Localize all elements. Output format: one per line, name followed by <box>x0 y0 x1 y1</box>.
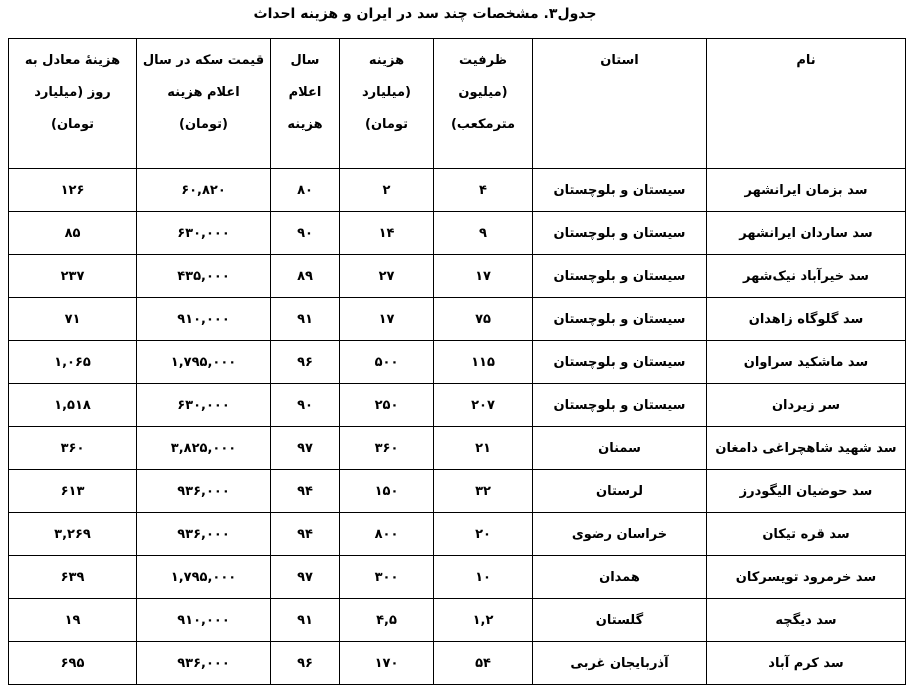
cell-year: ۹۰ <box>271 212 340 255</box>
table-row <box>9 212 906 255</box>
header-coin-price: قیمت سکه در سال اعلام هزینه (تومان) <box>137 39 271 169</box>
cell-today-cost: ۱,۵۱۸ <box>9 384 137 427</box>
cell-capacity: ۱۰ <box>434 556 533 599</box>
cell-capacity: ۴ <box>434 169 533 212</box>
cell-today-cost: ۶۳۹ <box>9 556 137 599</box>
cell-cost: ۱۵۰ <box>340 470 434 513</box>
cell-year: ۹۷ <box>271 556 340 599</box>
cell-name: سد کرم آباد <box>707 642 906 685</box>
header-today-cost: هزینهٔ معادل به روز (میلیارد تومان) <box>9 39 137 169</box>
cell-today-cost: ۳,۲۶۹ <box>9 513 137 556</box>
cell-cost: ۴,۵ <box>340 599 434 642</box>
header-year: سال اعلام هزینه <box>271 39 340 169</box>
cell-year: ۹۷ <box>271 427 340 470</box>
cell-today-cost: ۷۱ <box>9 298 137 341</box>
cell-coin-price: ۹۳۶,۰۰۰ <box>137 470 271 513</box>
cell-capacity: ۷۵ <box>434 298 533 341</box>
cell-name: سد خیرآباد نیک‌شهر <box>707 255 906 298</box>
cell-cost: ۱۷۰ <box>340 642 434 685</box>
table-row <box>9 599 906 642</box>
cell-coin-price: ۹۳۶,۰۰۰ <box>137 642 271 685</box>
cell-today-cost: ۱۹ <box>9 599 137 642</box>
cell-name: سر زیردان <box>707 384 906 427</box>
cell-province: لرستان <box>533 470 707 513</box>
cell-name: سد بزمان ایرانشهر <box>707 169 906 212</box>
cell-cost: ۲ <box>340 169 434 212</box>
cell-coin-price: ۱,۷۹۵,۰۰۰ <box>137 341 271 384</box>
cell-year: ۹۱ <box>271 298 340 341</box>
cell-coin-price: ۶۳۰,۰۰۰ <box>137 212 271 255</box>
cell-capacity: ۳۲ <box>434 470 533 513</box>
table-row <box>9 470 906 513</box>
cell-coin-price: ۶۳۰,۰۰۰ <box>137 384 271 427</box>
cell-capacity: ۲۰ <box>434 513 533 556</box>
cell-capacity: ۵۴ <box>434 642 533 685</box>
cell-capacity: ۱۷ <box>434 255 533 298</box>
cell-today-cost: ۱۲۶ <box>9 169 137 212</box>
cell-province: سیستان و بلوچستان <box>533 298 707 341</box>
table-row <box>9 169 906 212</box>
cell-province: سیستان و بلوچستان <box>533 255 707 298</box>
cell-province: سمنان <box>533 427 707 470</box>
cell-coin-price: ۳,۸۲۵,۰۰۰ <box>137 427 271 470</box>
cell-year: ۹۱ <box>271 599 340 642</box>
cell-coin-price: ۹۱۰,۰۰۰ <box>137 599 271 642</box>
cell-coin-price: ۴۳۵,۰۰۰ <box>137 255 271 298</box>
cell-today-cost: ۱,۰۶۵ <box>9 341 137 384</box>
cell-coin-price: ۱,۷۹۵,۰۰۰ <box>137 556 271 599</box>
cell-province: همدان <box>533 556 707 599</box>
cell-year: ۸۹ <box>271 255 340 298</box>
cell-cost: ۵۰۰ <box>340 341 434 384</box>
cell-name: سد ساردان ایرانشهر <box>707 212 906 255</box>
header-name: نام <box>707 39 906 169</box>
header-capacity: ظرفیت (میلیون مترمکعب) <box>434 39 533 169</box>
cell-capacity: ۲۱ <box>434 427 533 470</box>
table-row <box>9 384 906 427</box>
cell-year: ۸۰ <box>271 169 340 212</box>
header-cost: هزینه (میلیارد تومان) <box>340 39 434 169</box>
cell-capacity: ۹ <box>434 212 533 255</box>
cell-today-cost: ۶۹۵ <box>9 642 137 685</box>
cell-name: سد شهید شاهچراغی دامغان <box>707 427 906 470</box>
cell-cost: ۳۶۰ <box>340 427 434 470</box>
table-row <box>9 255 906 298</box>
cell-capacity: ۱۱۵ <box>434 341 533 384</box>
table-row <box>9 427 906 470</box>
cell-year: ۹۴ <box>271 513 340 556</box>
dams-table <box>8 38 906 685</box>
cell-province: آذربایجان غربی <box>533 642 707 685</box>
cell-today-cost: ۸۵ <box>9 212 137 255</box>
cell-coin-price: ۹۳۶,۰۰۰ <box>137 513 271 556</box>
cell-cost: ۱۴ <box>340 212 434 255</box>
cell-name: سد قره تیکان <box>707 513 906 556</box>
cell-year: ۹۰ <box>271 384 340 427</box>
cell-today-cost: ۲۳۷ <box>9 255 137 298</box>
table-row <box>9 513 906 556</box>
cell-year: ۹۴ <box>271 470 340 513</box>
table-caption: جدول۳. مشخصات چند سد در ایران و هزینه احداث <box>253 6 597 22</box>
cell-province: سیستان و بلوچستان <box>533 169 707 212</box>
cell-name: سد حوضیان الیگودرز <box>707 470 906 513</box>
cell-province: خراسان رضوی <box>533 513 707 556</box>
cell-year: ۹۶ <box>271 341 340 384</box>
cell-cost: ۲۷ <box>340 255 434 298</box>
cell-province: سیستان و بلوچستان <box>533 341 707 384</box>
cell-capacity: ۱,۲ <box>434 599 533 642</box>
cell-year: ۹۶ <box>271 642 340 685</box>
cell-coin-price: ۶۰,۸۲۰ <box>137 169 271 212</box>
cell-coin-price: ۹۱۰,۰۰۰ <box>137 298 271 341</box>
table-row <box>9 298 906 341</box>
cell-today-cost: ۶۱۳ <box>9 470 137 513</box>
cell-name: سد خرمرود تویسرکان <box>707 556 906 599</box>
cell-province: سیستان و بلوچستان <box>533 212 707 255</box>
header-province: استان <box>533 39 707 169</box>
cell-name: سد ماشکید سراوان <box>707 341 906 384</box>
cell-province: گلستان <box>533 599 707 642</box>
cell-cost: ۲۵۰ <box>340 384 434 427</box>
table-row <box>9 642 906 685</box>
header-row <box>9 39 906 169</box>
cell-name: سد گلوگاه زاهدان <box>707 298 906 341</box>
table-row <box>9 556 906 599</box>
cell-cost: ۳۰۰ <box>340 556 434 599</box>
cell-name: سد دیگچه <box>707 599 906 642</box>
cell-cost: ۱۷ <box>340 298 434 341</box>
cell-today-cost: ۳۶۰ <box>9 427 137 470</box>
cell-cost: ۸۰۰ <box>340 513 434 556</box>
table-row <box>9 341 906 384</box>
cell-capacity: ۲۰۷ <box>434 384 533 427</box>
cell-province: سیستان و بلوچستان <box>533 384 707 427</box>
